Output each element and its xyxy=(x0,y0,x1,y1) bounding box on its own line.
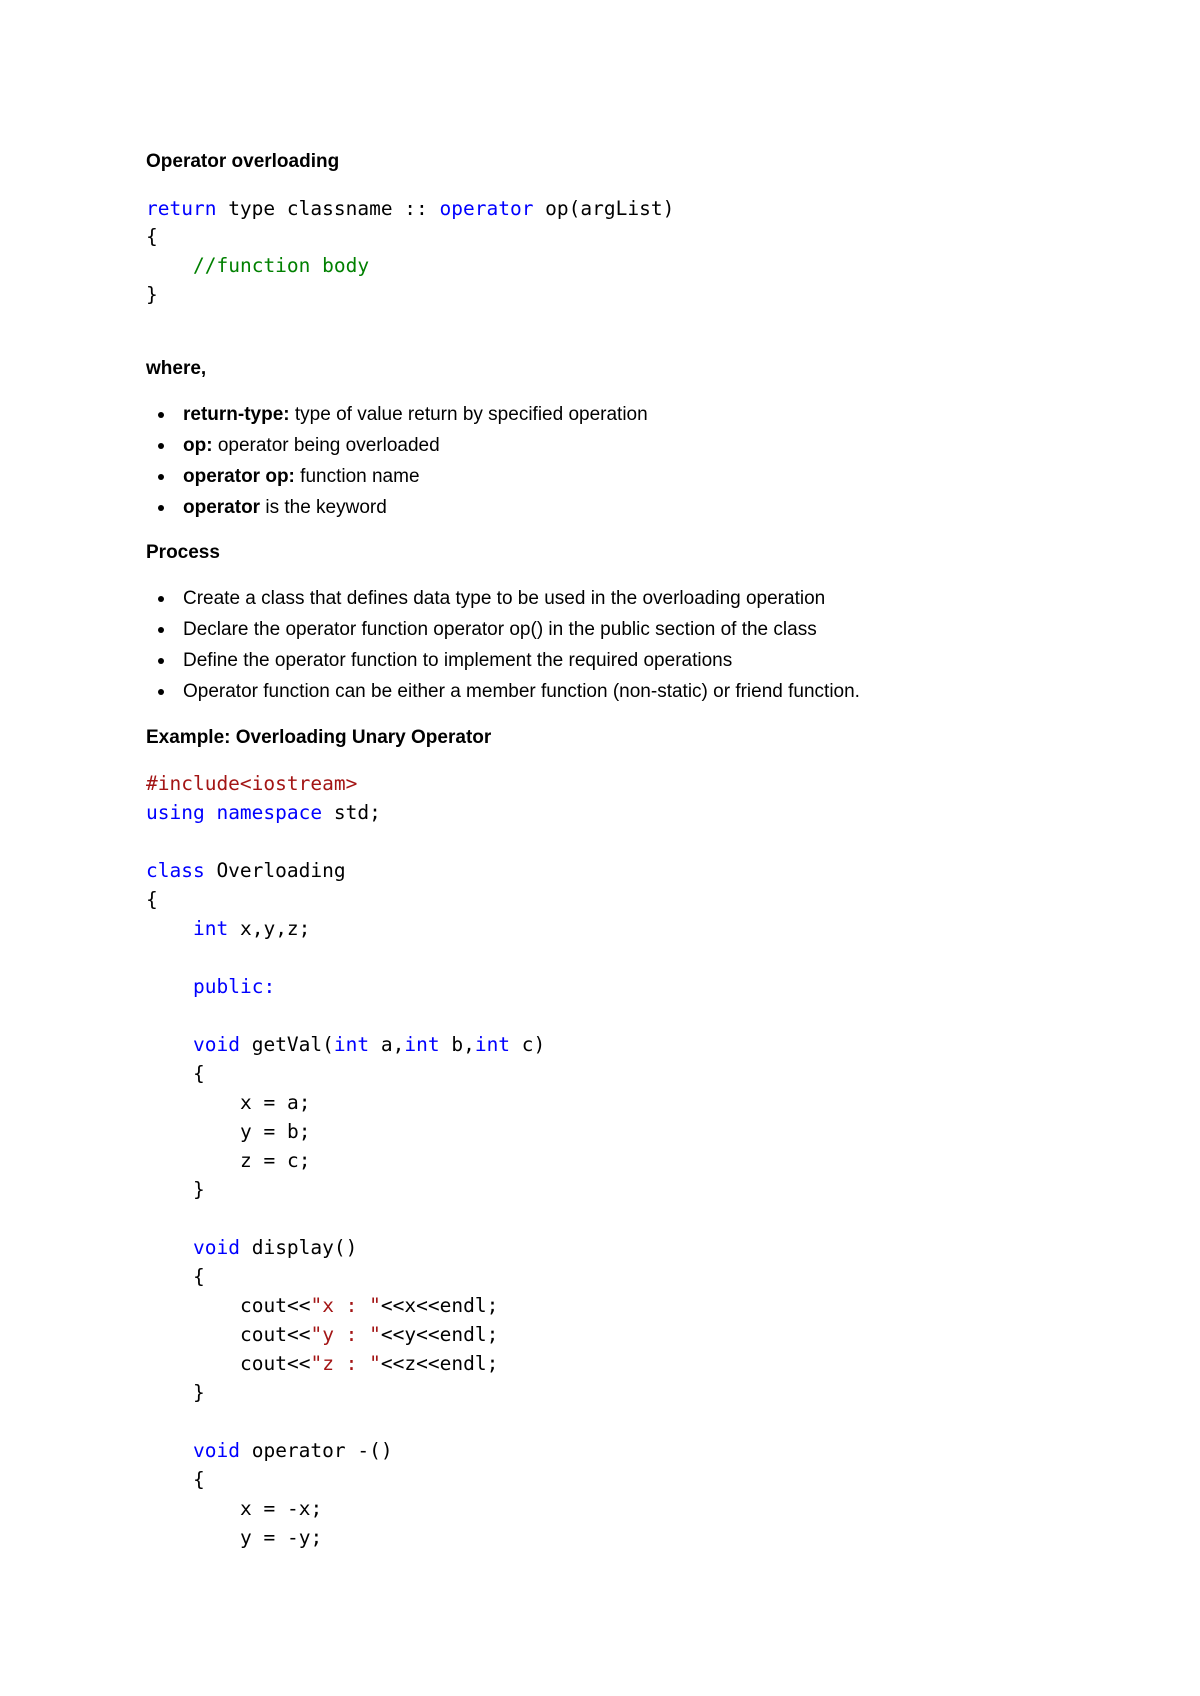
example-heading: Example: Overloading Unary Operator xyxy=(146,727,492,748)
bullet-icon xyxy=(158,627,164,633)
code-line-display: void display() xyxy=(193,1236,358,1259)
code-brace: } xyxy=(193,1178,205,1201)
list-item: Declare the operator function operator op() in the public section of the class xyxy=(183,619,817,640)
bullet-icon xyxy=(158,505,164,511)
where-label: where, xyxy=(146,358,207,379)
code-brace: } xyxy=(146,283,158,306)
code-line-operator: void operator -() xyxy=(193,1439,393,1462)
code-brace: { xyxy=(146,225,158,248)
code-line-cout: cout<<"x : "<<x<<endl; xyxy=(240,1294,499,1317)
keyword: return xyxy=(146,197,217,220)
code-line: z = c; xyxy=(240,1149,311,1172)
keyword: operator xyxy=(439,197,534,220)
code-brace: { xyxy=(146,888,158,911)
list-item: op: operator being overloaded xyxy=(183,435,440,456)
list-item: operator is the keyword xyxy=(183,497,387,518)
list-item: return-type: type of value return by specified operation xyxy=(183,404,648,425)
code-comment: //function body xyxy=(193,254,370,277)
bullet-icon xyxy=(158,596,164,602)
bullet-icon xyxy=(158,443,164,449)
code-line-members: int x,y,z; xyxy=(193,917,311,940)
code-line-class: class Overloading xyxy=(146,859,346,882)
code-line: x = -x; xyxy=(240,1497,323,1520)
list-item: Create a class that defines data type to be used in the overloading operation xyxy=(183,588,826,609)
code-brace: { xyxy=(193,1265,205,1288)
list-item: operator op: function name xyxy=(183,466,420,487)
bullet-icon xyxy=(158,412,164,418)
code-brace: { xyxy=(193,1062,205,1085)
code-brace: } xyxy=(193,1381,205,1404)
code-brace: { xyxy=(193,1468,205,1491)
list-item: Operator function can be either a member function (non-static) or friend function. xyxy=(183,681,860,702)
bullet-icon xyxy=(158,689,164,695)
bullet-icon xyxy=(158,474,164,480)
code-line-cout: cout<<"y : "<<y<<endl; xyxy=(240,1323,499,1346)
code-line-include: #include<iostream> xyxy=(146,772,358,795)
code-line-getval: void getVal(int a,int b,int c) xyxy=(193,1033,546,1056)
code-line: x = a; xyxy=(240,1091,311,1114)
code-line-public: public: xyxy=(193,975,276,998)
code-line-cout: cout<<"z : "<<z<<endl; xyxy=(240,1352,499,1375)
code-line: y = b; xyxy=(240,1120,311,1143)
code-line: y = -y; xyxy=(240,1526,323,1549)
list-item: Define the operator function to implement the required operations xyxy=(183,650,733,671)
process-label: Process xyxy=(146,542,220,563)
code-line-using: using namespace std; xyxy=(146,801,381,824)
bullet-icon xyxy=(158,658,164,664)
syntax-signature: return type classname :: operator op(argList) xyxy=(146,197,675,220)
section-title: Operator overloading xyxy=(146,151,340,172)
